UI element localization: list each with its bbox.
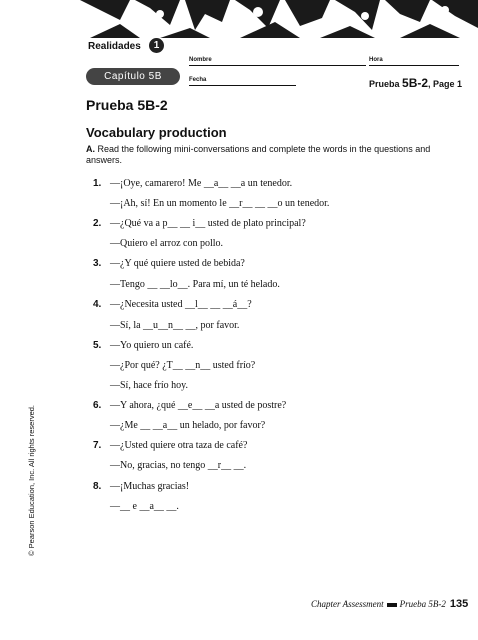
page-label: , Page 1 <box>428 79 463 89</box>
series-name: Realidades <box>88 41 141 52</box>
item-number: 8. <box>93 481 102 492</box>
item-line: —Y ahora, ¿qué __e__ __a usted de postre? <box>110 400 287 411</box>
section-heading: Vocabulary production <box>86 125 227 140</box>
fecha-label: Fecha <box>189 77 207 83</box>
item-number: 6. <box>93 400 102 411</box>
item-number: 5. <box>93 340 102 351</box>
item-line: —¿Por qué? ¿T__ __n__ usted frío? <box>110 360 256 371</box>
fecha-line <box>189 85 296 86</box>
item-number: 1. <box>93 178 102 189</box>
page-footer <box>311 598 468 610</box>
item-line: —¡Ah, sí! En un momento le __r__ __ __o un tenedor. <box>110 198 330 209</box>
hora-label: Hora <box>369 57 383 63</box>
level-badge: 1 <box>149 38 164 53</box>
instruction-letter: A. <box>86 144 95 154</box>
item-line: —Sí, hace frío hoy. <box>110 380 188 391</box>
item-number: 4. <box>93 299 102 310</box>
item-line: —Sí, la __u__n__ __, por favor. <box>110 320 240 331</box>
item-number: 7. <box>93 440 102 451</box>
quiz-prefix: Prueba <box>369 79 400 89</box>
footer-chapter-assessment: Chapter Assessment <box>311 599 384 609</box>
page-title: Prueba 5B-2 <box>86 97 168 113</box>
instruction-text: Read the following mini-conversations and complete the words in the questions and answers. <box>86 144 431 165</box>
item-number: 3. <box>93 258 102 269</box>
header-banner <box>0 0 478 38</box>
item-line: —Yo quiero un café. <box>110 340 194 351</box>
nombre-line <box>189 65 366 66</box>
item-line: —¿Necesita usted __l__ __ __á__? <box>110 299 252 310</box>
item-number: 2. <box>93 218 102 229</box>
instructions <box>86 144 436 166</box>
footer-prueba: Prueba 5B-2 <box>399 599 446 609</box>
copyright-notice: © Pearson Education, Inc. All rights reserved. <box>27 404 36 556</box>
item-line: —¿Me __ __a__ un helado, por favor? <box>110 420 266 431</box>
page-number: 135 <box>449 598 469 610</box>
quiz-reference <box>369 76 462 90</box>
item-line: —¡Oye, camarero! Me __a__ __a un tenedor. <box>110 178 293 189</box>
item-line: —No, gracias, no tengo __r__ __. <box>110 460 247 471</box>
item-line: —¿Qué va a p__ __ i__ usted de plato principal? <box>110 218 306 229</box>
nombre-label: Nombre <box>189 57 212 63</box>
hora-line <box>369 65 459 66</box>
item-line: —¿Y qué quiere usted de bebida? <box>110 258 245 269</box>
footer-divider-icon <box>387 603 397 607</box>
quiz-code: 5B-2 <box>402 76 429 90</box>
item-line: —¿Usted quiere otra taza de café? <box>110 440 248 451</box>
item-line: —¡Muchas gracias! <box>110 481 190 492</box>
item-line: —Tengo __ __lo__. Para mí, un té helado. <box>110 279 280 290</box>
item-line: —Quiero el arroz con pollo. <box>110 238 224 249</box>
item-line: —__ e __a__ __. <box>110 501 179 512</box>
chapter-pill: Capítulo 5B <box>86 68 180 85</box>
